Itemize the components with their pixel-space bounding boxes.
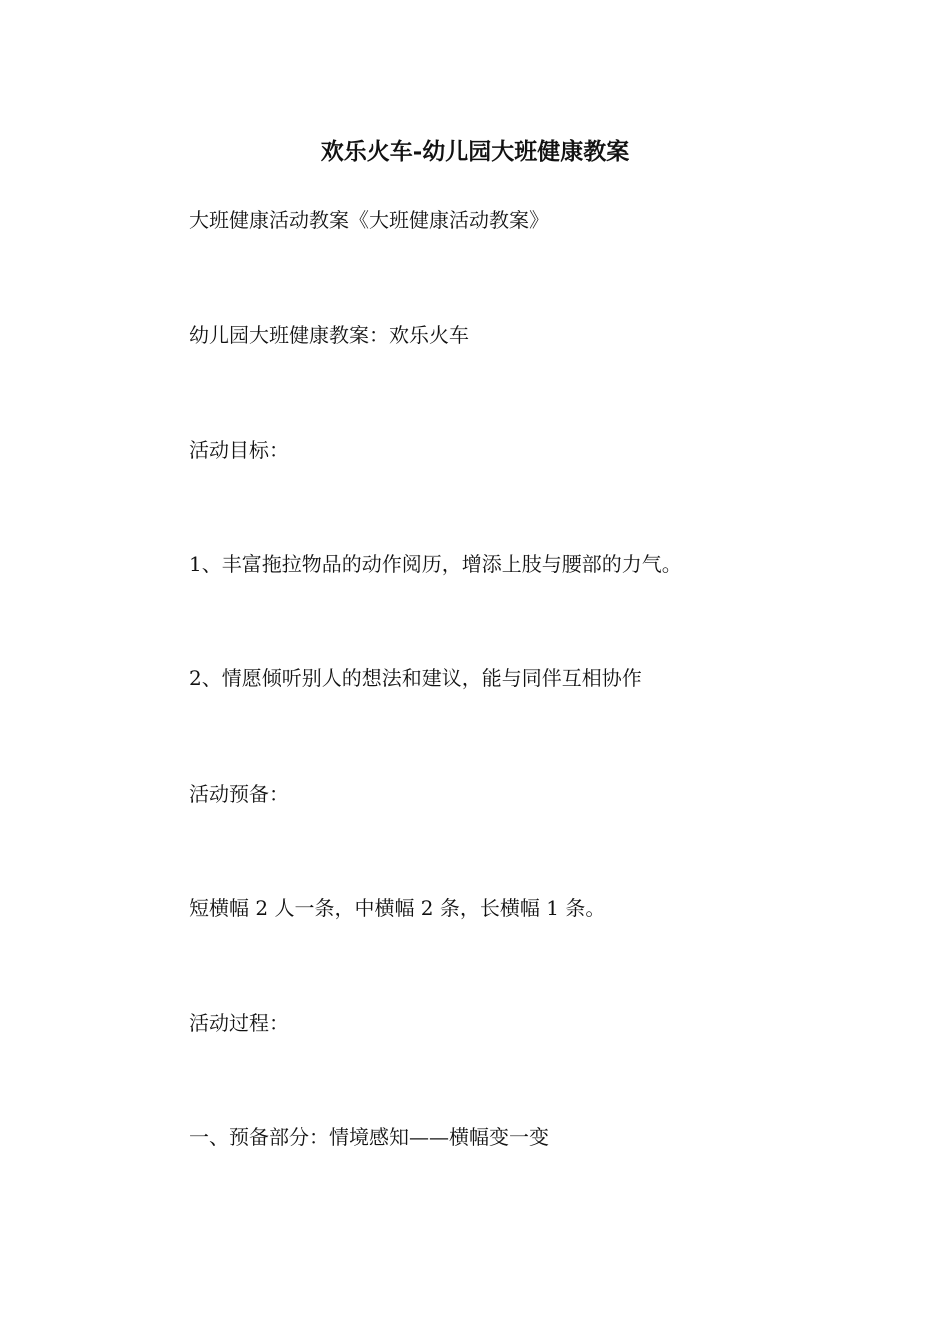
heading-activity-goals: 活动目标： [189, 438, 289, 462]
heading-activity-process: 活动过程： [189, 1011, 289, 1035]
paragraph-lesson-name: 幼儿园大班健康教案：欢乐火车 [189, 323, 469, 347]
goal-item-1: 1、丰富拖拉物品的动作阅历，增添上肢与腰部的力气。 [189, 552, 682, 576]
document-title: 欢乐火车-幼儿园大班健康教案 [320, 138, 630, 165]
paragraph-subtitle: 大班健康活动教案《大班健康活动教案》 [189, 208, 549, 232]
goal-item-2: 2、情愿倾听别人的想法和建议，能与同伴互相协作 [189, 666, 642, 690]
process-step-1: 一、预备部分：情境感知——横幅变一变 [189, 1125, 549, 1149]
heading-activity-preparation: 活动预备： [189, 782, 289, 806]
preparation-materials: 短横幅 2 人一条，中横幅 2 条，长横幅 1 条。 [189, 896, 606, 920]
